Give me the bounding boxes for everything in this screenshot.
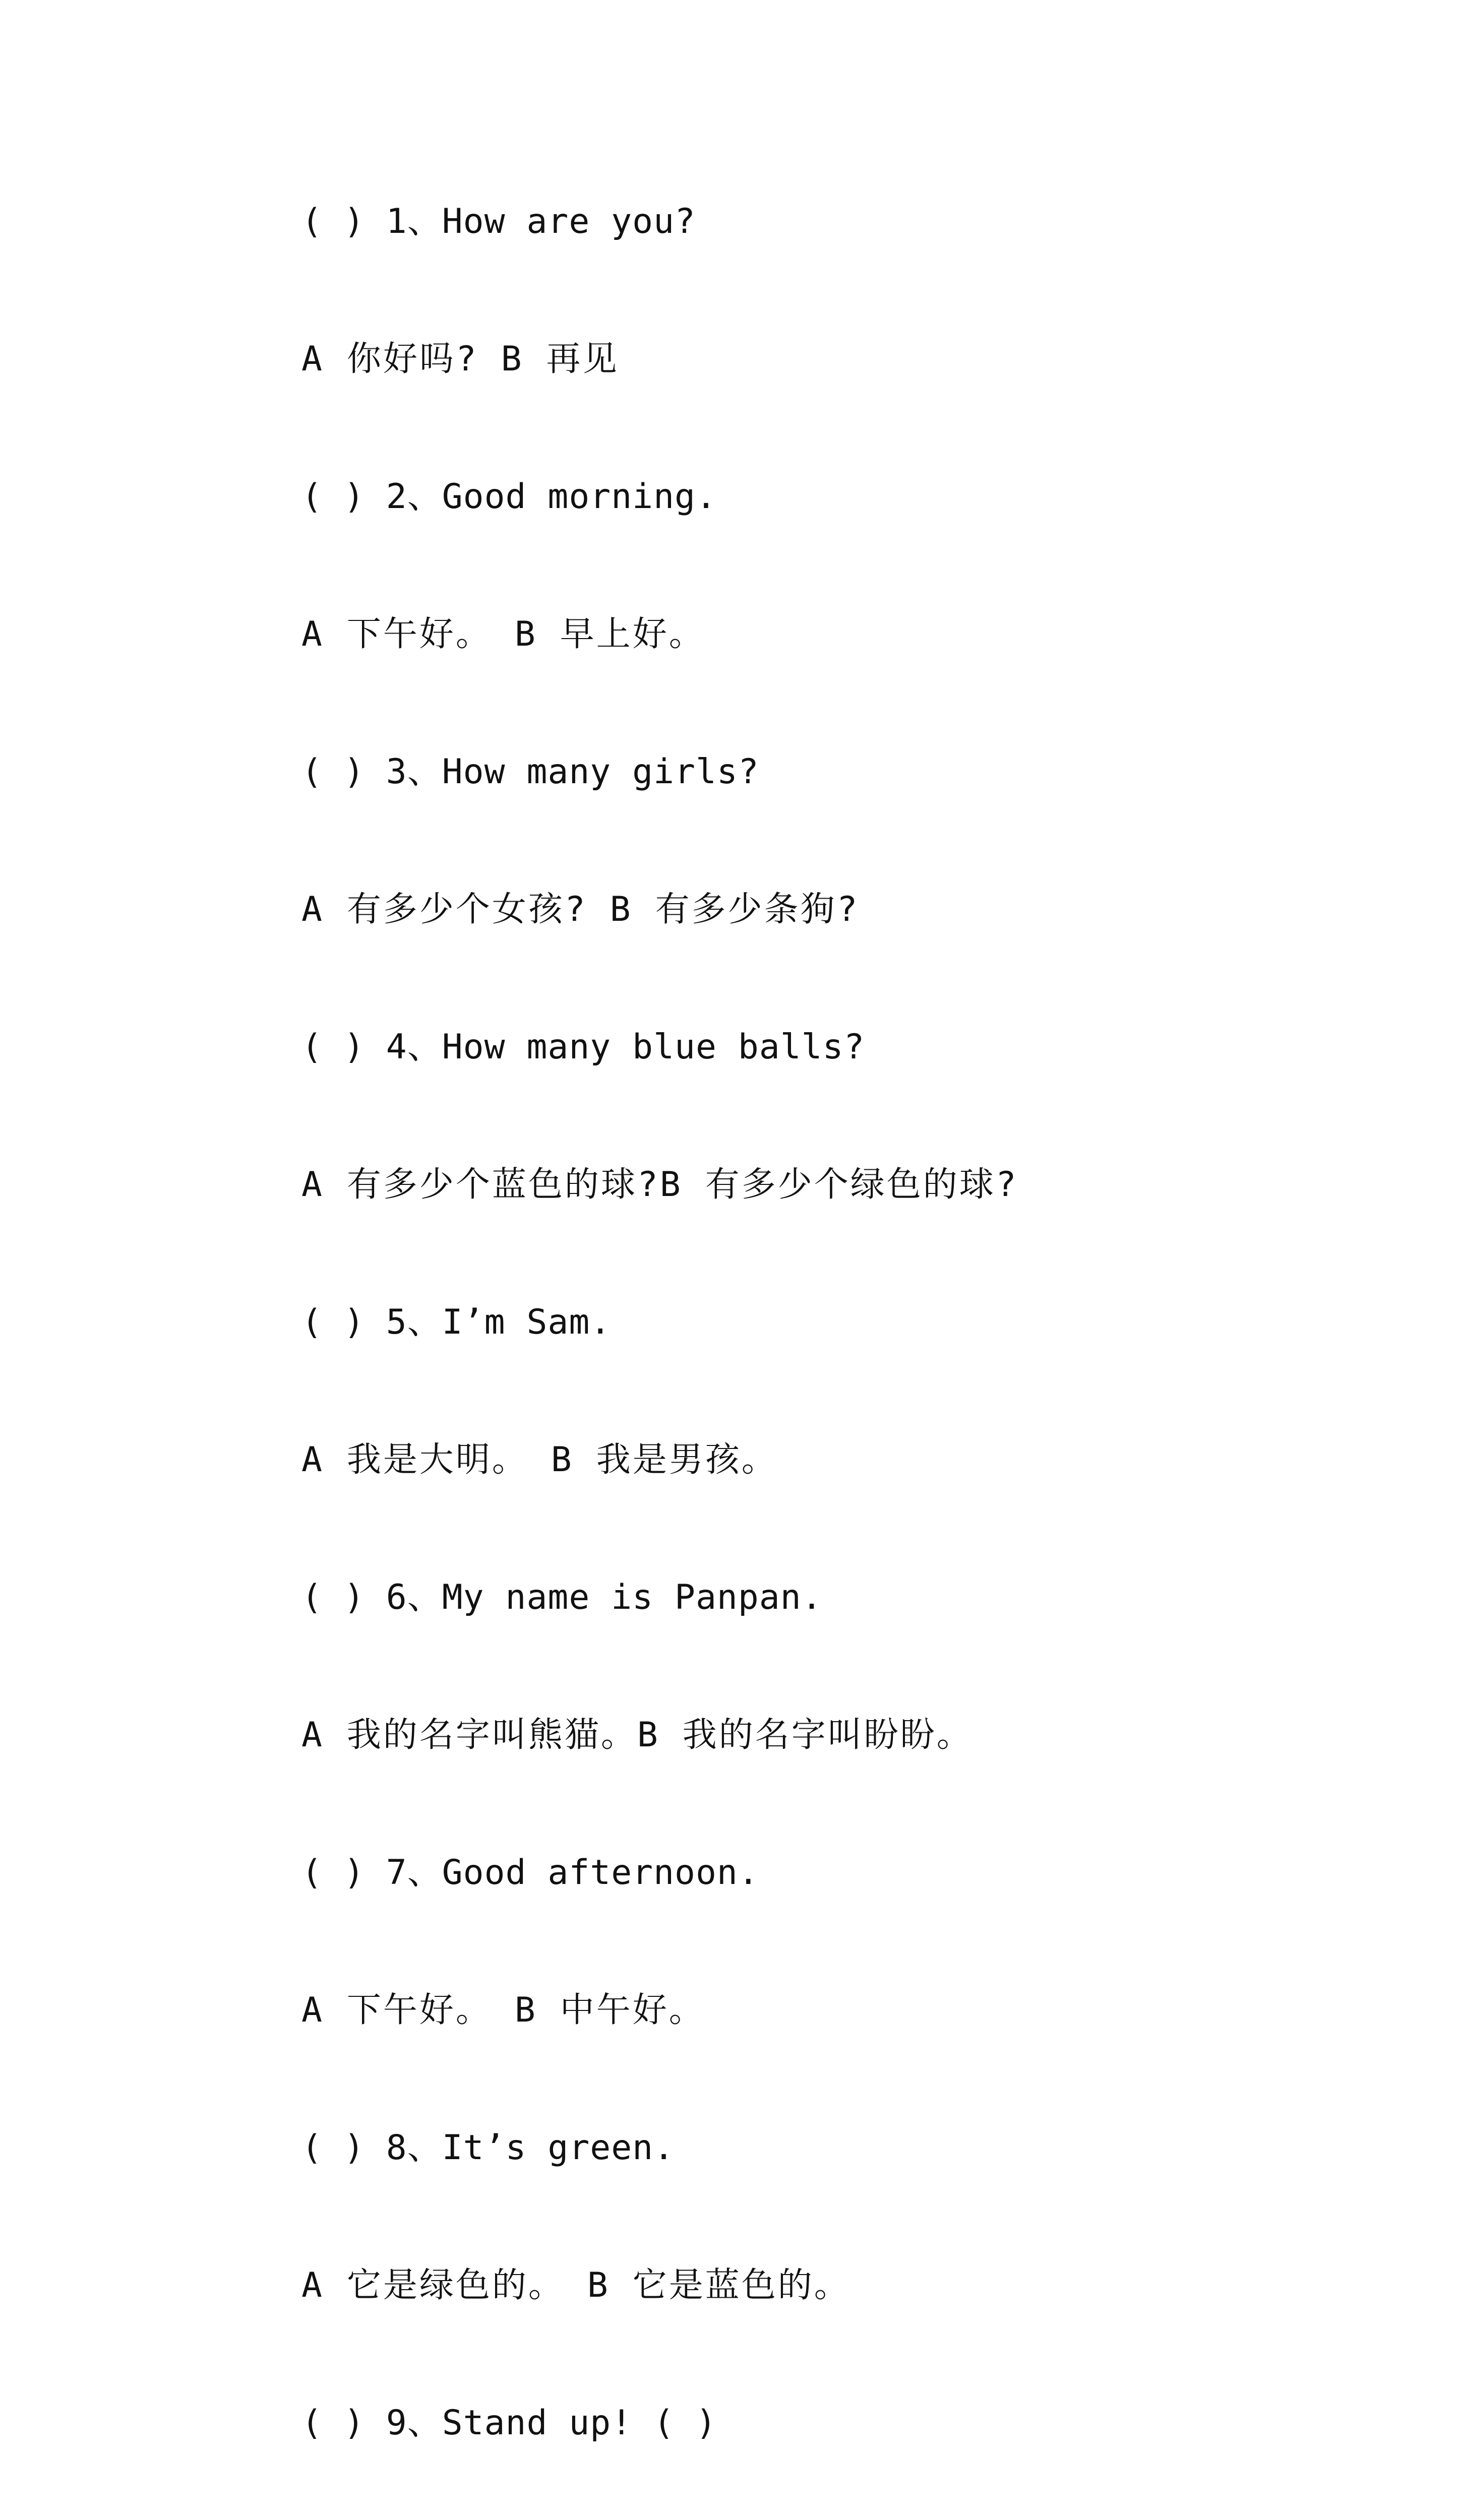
answer-options-1: A 你好吗? B 再见 — [301, 339, 619, 379]
question-1: ( ) 1、How are you? — [301, 202, 696, 241]
quiz-content — [301, 192, 1310, 2520]
question-5: ( ) 5、I’m Sam. — [301, 1302, 612, 1342]
answer-options-8: A 它是绿色的。 B 它是蓝色的。 — [301, 2265, 850, 2305]
question-2: ( ) 2、Good morning. — [301, 477, 717, 517]
answer-options-3: A 有多少个女孩? B 有多少条狗? — [301, 890, 860, 929]
question-7: ( ) 7、Good afternoon. — [301, 1853, 759, 1893]
question-8: ( ) 8、It’s green. — [301, 2128, 675, 2168]
question-6: ( ) 6、My name is Panpan. — [301, 1578, 823, 1617]
question-3: ( ) 3、How many girls? — [301, 752, 759, 792]
answer-options-6: A 我的名字叫熊猫。B 我的名字叫盼盼。 — [301, 1715, 973, 1755]
answer-options-7: A 下午好。 B 中午好。 — [301, 1990, 705, 2030]
answer-options-4: A 有多少个蓝色的球?B 有多少个绿色的球? — [301, 1165, 1018, 1205]
question-4: ( ) 4、How many blue balls? — [301, 1027, 865, 1067]
question-9: ( ) 9、Stand up! ( ) — [301, 2403, 717, 2443]
answer-options-2: A 下午好。 B 早上好。 — [301, 614, 705, 654]
answer-options-5: A 我是大明。 B 我是男孩。 — [301, 1440, 778, 1480]
